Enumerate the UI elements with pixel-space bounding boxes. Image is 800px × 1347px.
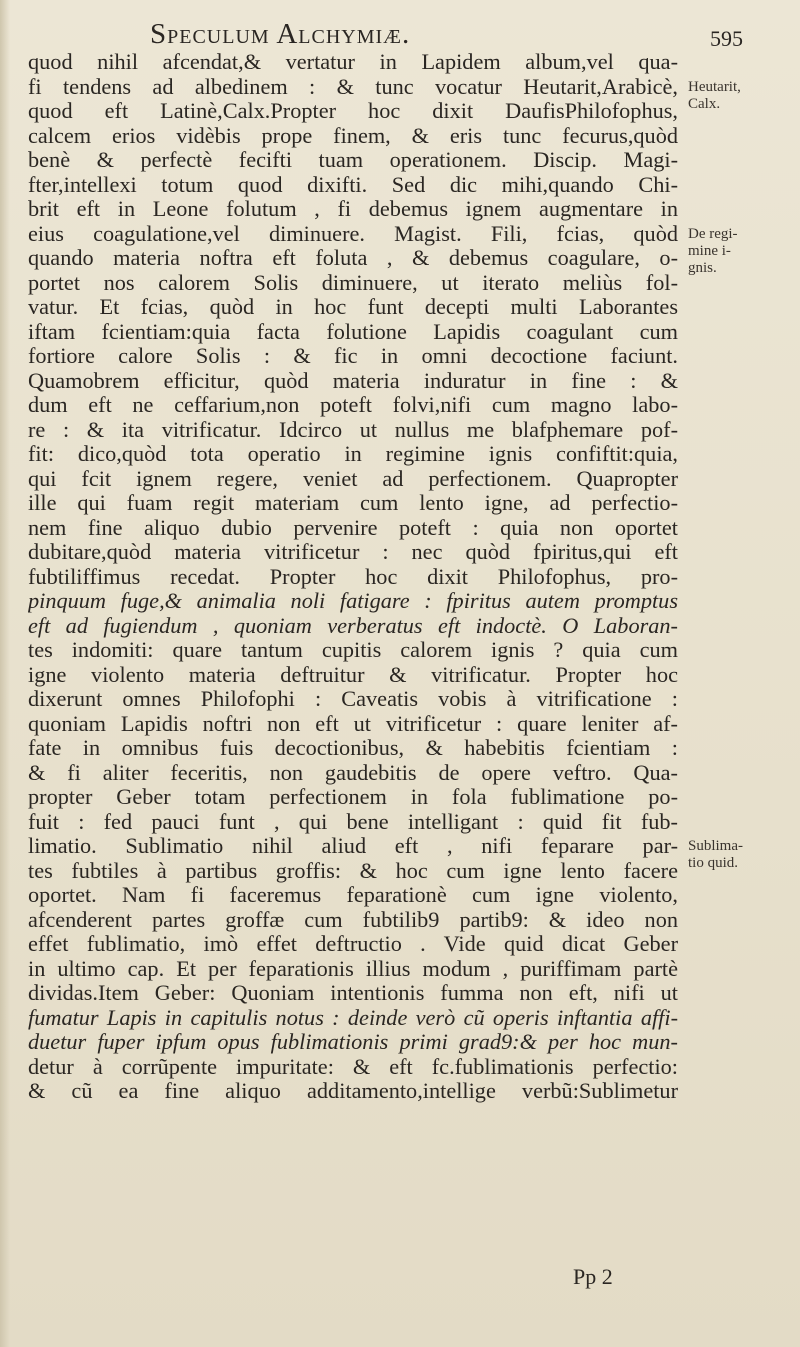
text-line: igne violento materia deftruitur & vitrificatur. Propter hoc [28, 662, 678, 687]
text-line: fi tendens ad albedinem : & tunc vocatur Heutarit,Arabicè, [28, 74, 678, 99]
signature-mark: Pp 2 [573, 1264, 613, 1289]
margin-note-line: Sublima- [688, 838, 743, 854]
margin-note [688, 79, 798, 113]
text-line: benè & perfectè fecifti tuam operationem. Discip. Magi- [28, 148, 678, 172]
text-line: in ultimo cap. Et per feparationis illius modum , puriffimam partè [28, 956, 678, 981]
margin-note-line: gnis. [688, 259, 717, 276]
text-line: duetur fuper ipfum opus fublimationis primi grad9:& per hoc mun- [28, 1030, 678, 1054]
text-line: nem fine aliquo dubio pervenire poteft : quia non oportet [28, 515, 678, 540]
text-line: dubitare,quòd materia vitrificetur : nec quòd fpiritus,qui eft [28, 540, 678, 564]
text-line: re : & ita vitrificatur. Idcirco ut nullus me blafphemare pof- [28, 417, 678, 442]
text-line: dum eft ne ceffarium,non poteft folvi,nifi cum magno labo- [28, 393, 678, 417]
text-line: pinquum fuge,& animalia noli fatigare : fpiritus autem promptus [28, 589, 678, 613]
margin-note [688, 226, 798, 277]
text-line: & cũ ea fine aliquo additamento,intellige verbũ:Sublimetur [28, 1079, 678, 1103]
text-line: quod nihil afcendat,& vertatur in Lapidem album,vel qua- [28, 50, 678, 74]
text-line: fter,intellexi totum quod dixifti. Sed dic mihi,quando Chi- [28, 172, 678, 197]
text-line: iftam fcientiam:quia facta folutione Lapidis coagulant cum [28, 319, 678, 344]
text-line: fit: dico,quòd tota operatio in regimine ignis confiftit:quia, [28, 442, 678, 466]
text-line: vatur. Et fcias, quòd in hoc funt decepti multi Laborantes [28, 295, 678, 319]
text-line: limatio. Sublimatio nihil aliud eft , nifi feparare par- [28, 834, 678, 858]
text-line: Quamobrem efficitur, quòd materia induratur in fine : & [28, 368, 678, 393]
margin-note-line: Heutarit, [688, 78, 741, 95]
text-line: fate in omnibus fuis decoctionibus, & habebitis fcientiam : [28, 736, 678, 760]
text-line: fuit : fed pauci funt , qui bene intelligant : quid fit fub- [28, 809, 678, 834]
text-line: propter Geber totam perfectionem in fola fublimatione po- [28, 785, 678, 809]
text-line: quoniam Lapidis noftri non eft ut vitrificetur : quare leniter af- [28, 711, 678, 736]
margin-note [688, 838, 798, 872]
text-line: dixerunt omnes Philofophi : Caveatis vobis à vitrificatione : [28, 687, 678, 711]
page-footer [30, 1264, 680, 1304]
text-line: afcenderent partes groffæ cum fubtilib9 partib9: & ideo non [28, 907, 678, 932]
text-line: detur à corrũpente impuritate: & eft fc.fublimationis perfectio: [28, 1054, 678, 1079]
text-line: calcem erios vidèbis prope finem, & eris tunc fecurus,quòd [28, 123, 678, 148]
text-line: ille qui fuam regit materiam cum lento igne, ad perfectio- [28, 491, 678, 515]
text-line: eius coagulatione,vel diminuere. Magist. Fili, fcias, quòd [28, 221, 678, 246]
margin-note-line: Calx. [688, 95, 721, 112]
text-line: tes indomiti: quare tantum cupitis calorem ignis ? quia cum [28, 638, 678, 662]
margin-note-line: mine i- [688, 242, 731, 259]
text-line: & fi aliter feceritis, non gaudebitis de opere veftro. Qua- [28, 760, 678, 785]
text-line: dividas.Item Geber: Quoniam intentionis fumma non eft, nifi ut [28, 981, 678, 1005]
page-edge-shadow [0, 0, 10, 1347]
text-line: quando materia noftra eft foluta , & debemus coagulare, o- [28, 246, 678, 270]
text-line: fubtiliffimus recedat. Propter hoc dixit Philofophus, pro- [28, 564, 678, 589]
text-line: quod eft Latinè,Calx.Propter hoc dixit DaufisPhilofophus, [28, 99, 678, 123]
text-line: fortiore calore Solis : & fic in omni decoctione faciunt. [28, 344, 678, 368]
text-line: tes fubtiles à partibus groffis: & hoc cum igne lento facere [28, 858, 678, 883]
main-text-block [28, 50, 678, 1104]
text-line: oportet. Nam fi faceremus feparationè cum igne violento, [28, 883, 678, 907]
text-line: eft ad fugiendum , quoniam verberatus eft indoctè. O Laboran- [28, 613, 678, 638]
text-line: effet fublimatio, imò effet deftructio . Vide quid dicat Geber [28, 932, 678, 956]
margin-note-line: De regi- [688, 225, 738, 242]
text-line: qui fcit ignem regere, veniet ad perfectionem. Quapropter [28, 466, 678, 491]
running-title: Speculum Alchymiæ. [150, 18, 411, 50]
margin-note-line: tio quid. [688, 855, 739, 871]
page-number: 595 [710, 26, 743, 51]
text-line: portet nos calorem Solis diminuere, ut iterato meliùs fol- [28, 270, 678, 295]
text-line: fumatur Lapis in capitulis notus : deinde verò cũ operis inftantia affi- [28, 1005, 678, 1030]
text-line: brit eft in Leone folutum , fi debemus ignem augmentare in [28, 197, 678, 221]
